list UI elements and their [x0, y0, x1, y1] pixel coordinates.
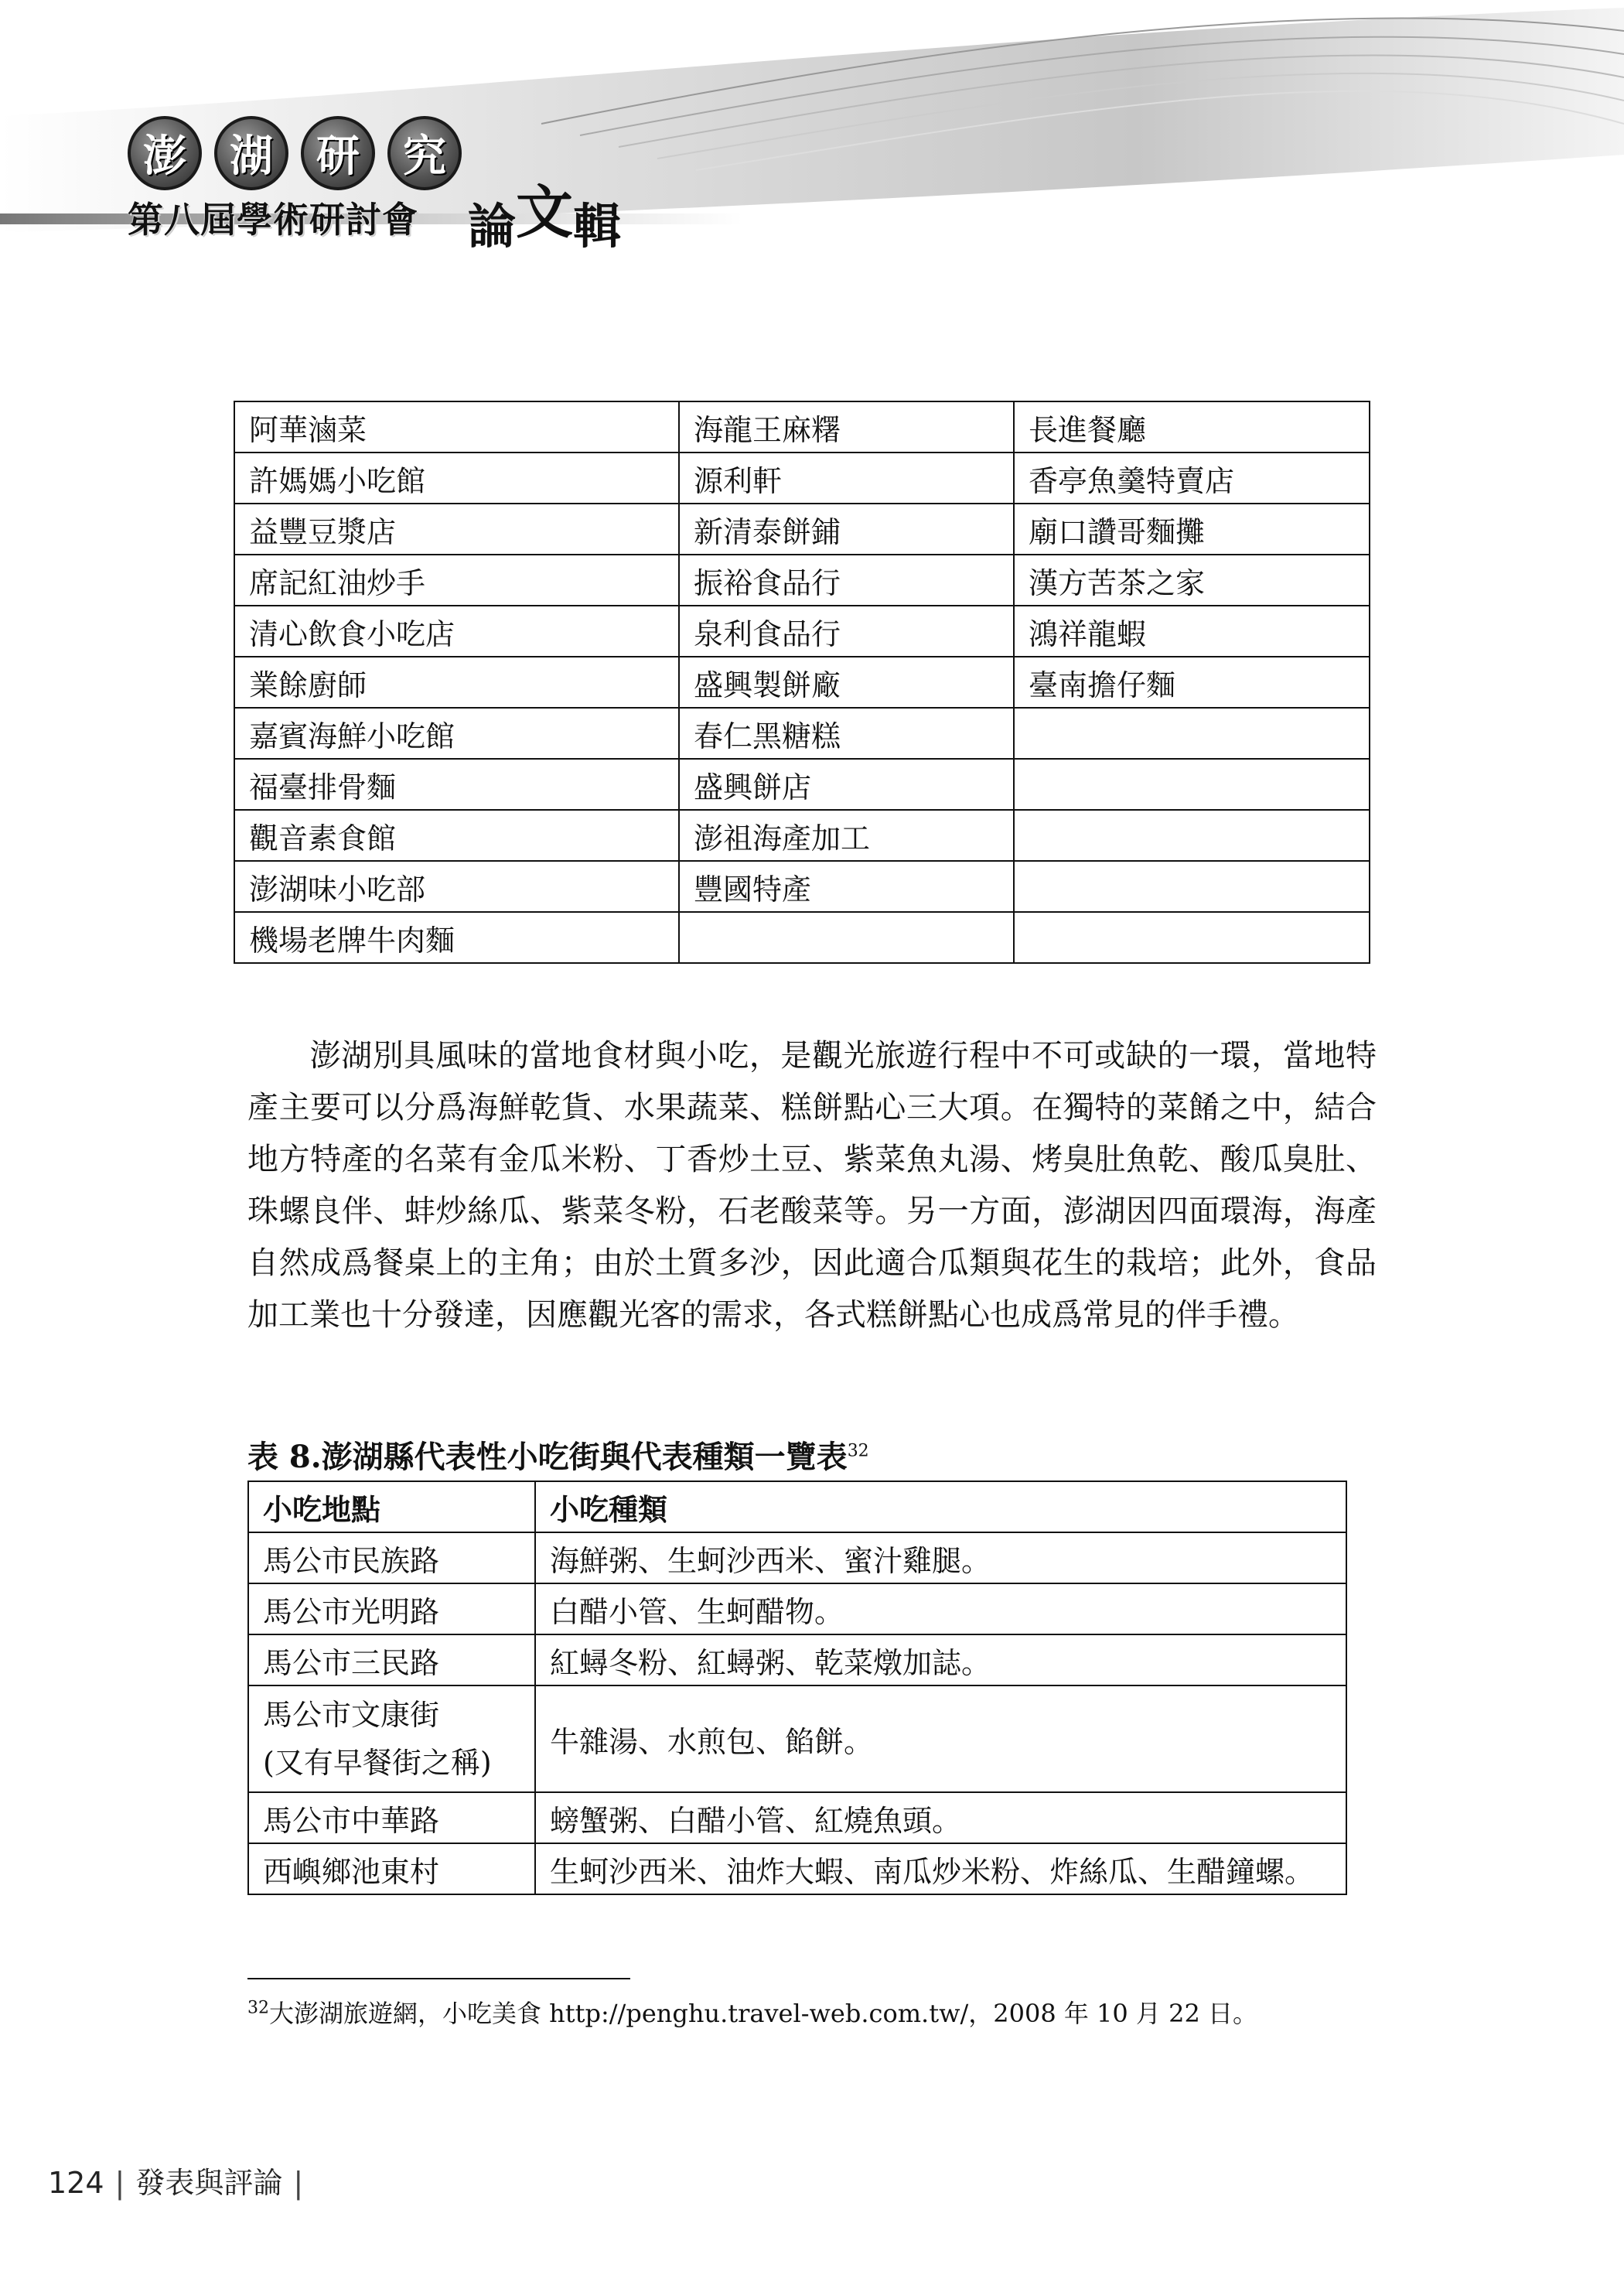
footnote-divider: [247, 1978, 630, 1979]
table-cell: 澎湖味小吃部: [234, 861, 679, 912]
table-cell: 盛興餅店: [679, 759, 1014, 810]
food-cell: 螃蟹粥、白醋小管、紅燒魚頭。: [535, 1792, 1346, 1843]
table-cell: [1014, 810, 1370, 861]
table-cell: 春仁黑糖糕: [679, 708, 1014, 759]
title-char-circle: 研: [301, 116, 375, 190]
table-cell: 振裕食品行: [679, 555, 1014, 606]
table-cell: 機場老牌牛肉麵: [234, 912, 679, 963]
collection-char: 文: [516, 179, 574, 246]
table-row: [234, 606, 1370, 657]
table-row: [234, 504, 1370, 555]
table-row: [234, 453, 1370, 504]
table-cell: 臺南擔仔麵: [1014, 657, 1370, 708]
caption-text: 表 8.澎湖縣代表性小吃街與代表種類一覽表: [247, 1439, 848, 1475]
table-row: [234, 401, 1370, 453]
table-row: [248, 1634, 1346, 1685]
place-cell: 馬公市光明路: [248, 1583, 535, 1634]
table-cell: [1014, 759, 1370, 810]
table-cell: 海龍王麻糬: [679, 401, 1014, 453]
footer-separator: |: [114, 2166, 125, 2200]
table-cell: 益豐豆漿店: [234, 504, 679, 555]
page-number: 124: [48, 2166, 104, 2200]
food-cell: 海鮮粥、生蚵沙西米、蜜汁雞腿。: [535, 1532, 1346, 1583]
table-row: [248, 1532, 1346, 1583]
table-cell: 長進餐廳: [1014, 401, 1370, 453]
page-header: [0, 0, 1624, 255]
conference-subtitle: 第八屆學術研討會: [128, 199, 418, 241]
table-row: [234, 912, 1370, 963]
section-name: 發表與評論: [135, 2166, 283, 2200]
journal-title: [128, 116, 462, 190]
title-char-circle: 究: [387, 116, 462, 190]
table-cell: 福臺排骨麵: [234, 759, 679, 810]
food-cell: 牛雜湯、水煎包、餡餅。: [535, 1685, 1346, 1792]
paragraph-text: 澎湖別具風味的當地食材與小吃，是觀光旅遊行程中不可或缺的一環，當地特產主要可以分爲海鮮乾貨、水果蔬菜、糕餅點心三大項。在獨特的菜餚之中，結合地方特產的名菜有金瓜米粉、丁香炒土豆、紫菜魚丸湯、烤臭肚魚乾、酸瓜臭肚、珠螺良伴、蚌炒絲瓜、紫菜冬粉，石老酸菜等。另一方面，澎湖因四面環海，海產自然成爲餐桌上的主角；由於土質多沙，因此適合瓜類與花生的栽培；此外，食品加工業也十分發達，因應觀光客的需求，各式糕餅點心也成爲常見的伴手禮。: [247, 1038, 1377, 1333]
table-cell: 阿華滷菜: [234, 401, 679, 453]
table-cell: 業餘廚師: [234, 657, 679, 708]
table-cell: [1014, 861, 1370, 912]
table-row: [234, 555, 1370, 606]
place-note: (又有早餐街之稱): [263, 1746, 492, 1780]
table-cell: 香亭魚羹特賣店: [1014, 453, 1370, 504]
food-cell: 白醋小管、生蚵醋物。: [535, 1583, 1346, 1634]
footnote-number: 32: [247, 1998, 269, 2018]
page-footer: [48, 2159, 314, 2201]
table-cell: 清心飲食小吃店: [234, 606, 679, 657]
table-cell: 漢方苦茶之家: [1014, 555, 1370, 606]
table-row: [248, 1685, 1346, 1792]
table-cell: 泉利食品行: [679, 606, 1014, 657]
table-row: [248, 1843, 1346, 1894]
table-row: [234, 657, 1370, 708]
table-cell: [679, 912, 1014, 963]
place-cell: 馬公市民族路: [248, 1532, 535, 1583]
table-cell: 席記紅油炒手: [234, 555, 679, 606]
table-cell: 觀音素食館: [234, 810, 679, 861]
footer-separator: |: [293, 2166, 304, 2200]
table-header-row: [248, 1481, 1346, 1532]
food-cell: 生蚵沙西米、油炸大蝦、南瓜炒米粉、炸絲瓜、生醋鐘螺。: [535, 1843, 1346, 1894]
table-cell: 新清泰餅鋪: [679, 504, 1014, 555]
table-cell: 許媽媽小吃館: [234, 453, 679, 504]
column-header-food: 小吃種類: [535, 1481, 1346, 1532]
food-shop-table: [234, 401, 1370, 964]
collection-label: [468, 178, 621, 260]
table-row: [234, 861, 1370, 912]
column-header-place: 小吃地點: [248, 1481, 535, 1532]
body-paragraph: [247, 1030, 1377, 1341]
table-cell: 豐國特產: [679, 861, 1014, 912]
table-cell: [1014, 708, 1370, 759]
table-cell: 廟口讚哥麵攤: [1014, 504, 1370, 555]
food-cell: 紅蟳冬粉、紅蟳粥、乾菜燉加誌。: [535, 1634, 1346, 1685]
table-cell: [1014, 912, 1370, 963]
place-cell: 馬公市三民路: [248, 1634, 535, 1685]
table-row: [248, 1583, 1346, 1634]
footnote-ref: 32: [847, 1441, 869, 1461]
table-cell: 盛興製餅廠: [679, 657, 1014, 708]
table-row: [234, 759, 1370, 810]
place-cell: [248, 1685, 535, 1792]
table-cell: 源利軒: [679, 453, 1014, 504]
place-name: 馬公市文康街: [263, 1698, 440, 1732]
place-cell: 馬公市中華路: [248, 1792, 535, 1843]
collection-char: 輯: [573, 198, 622, 254]
table-cell: 澎祖海產加工: [679, 810, 1014, 861]
table-row: [248, 1792, 1346, 1843]
table-row: [234, 708, 1370, 759]
table-row: [234, 810, 1370, 861]
place-cell: 西嶼鄉池東村: [248, 1843, 535, 1894]
table-cell: 鴻祥龍蝦: [1014, 606, 1370, 657]
table-cell: 嘉賓海鮮小吃館: [234, 708, 679, 759]
collection-char: 論: [468, 198, 517, 254]
title-char-circle: 湖: [214, 116, 288, 190]
snack-street-table: [247, 1481, 1347, 1895]
table-caption: [247, 1433, 869, 1477]
title-char-circle: 澎: [128, 116, 202, 190]
footnote-text: 大澎湖旅遊網，小吃美食 http://penghu.travel-web.com.tw/，2008 年 10 月 22 日。: [269, 1999, 1257, 2028]
footnote: [247, 1994, 1257, 2030]
